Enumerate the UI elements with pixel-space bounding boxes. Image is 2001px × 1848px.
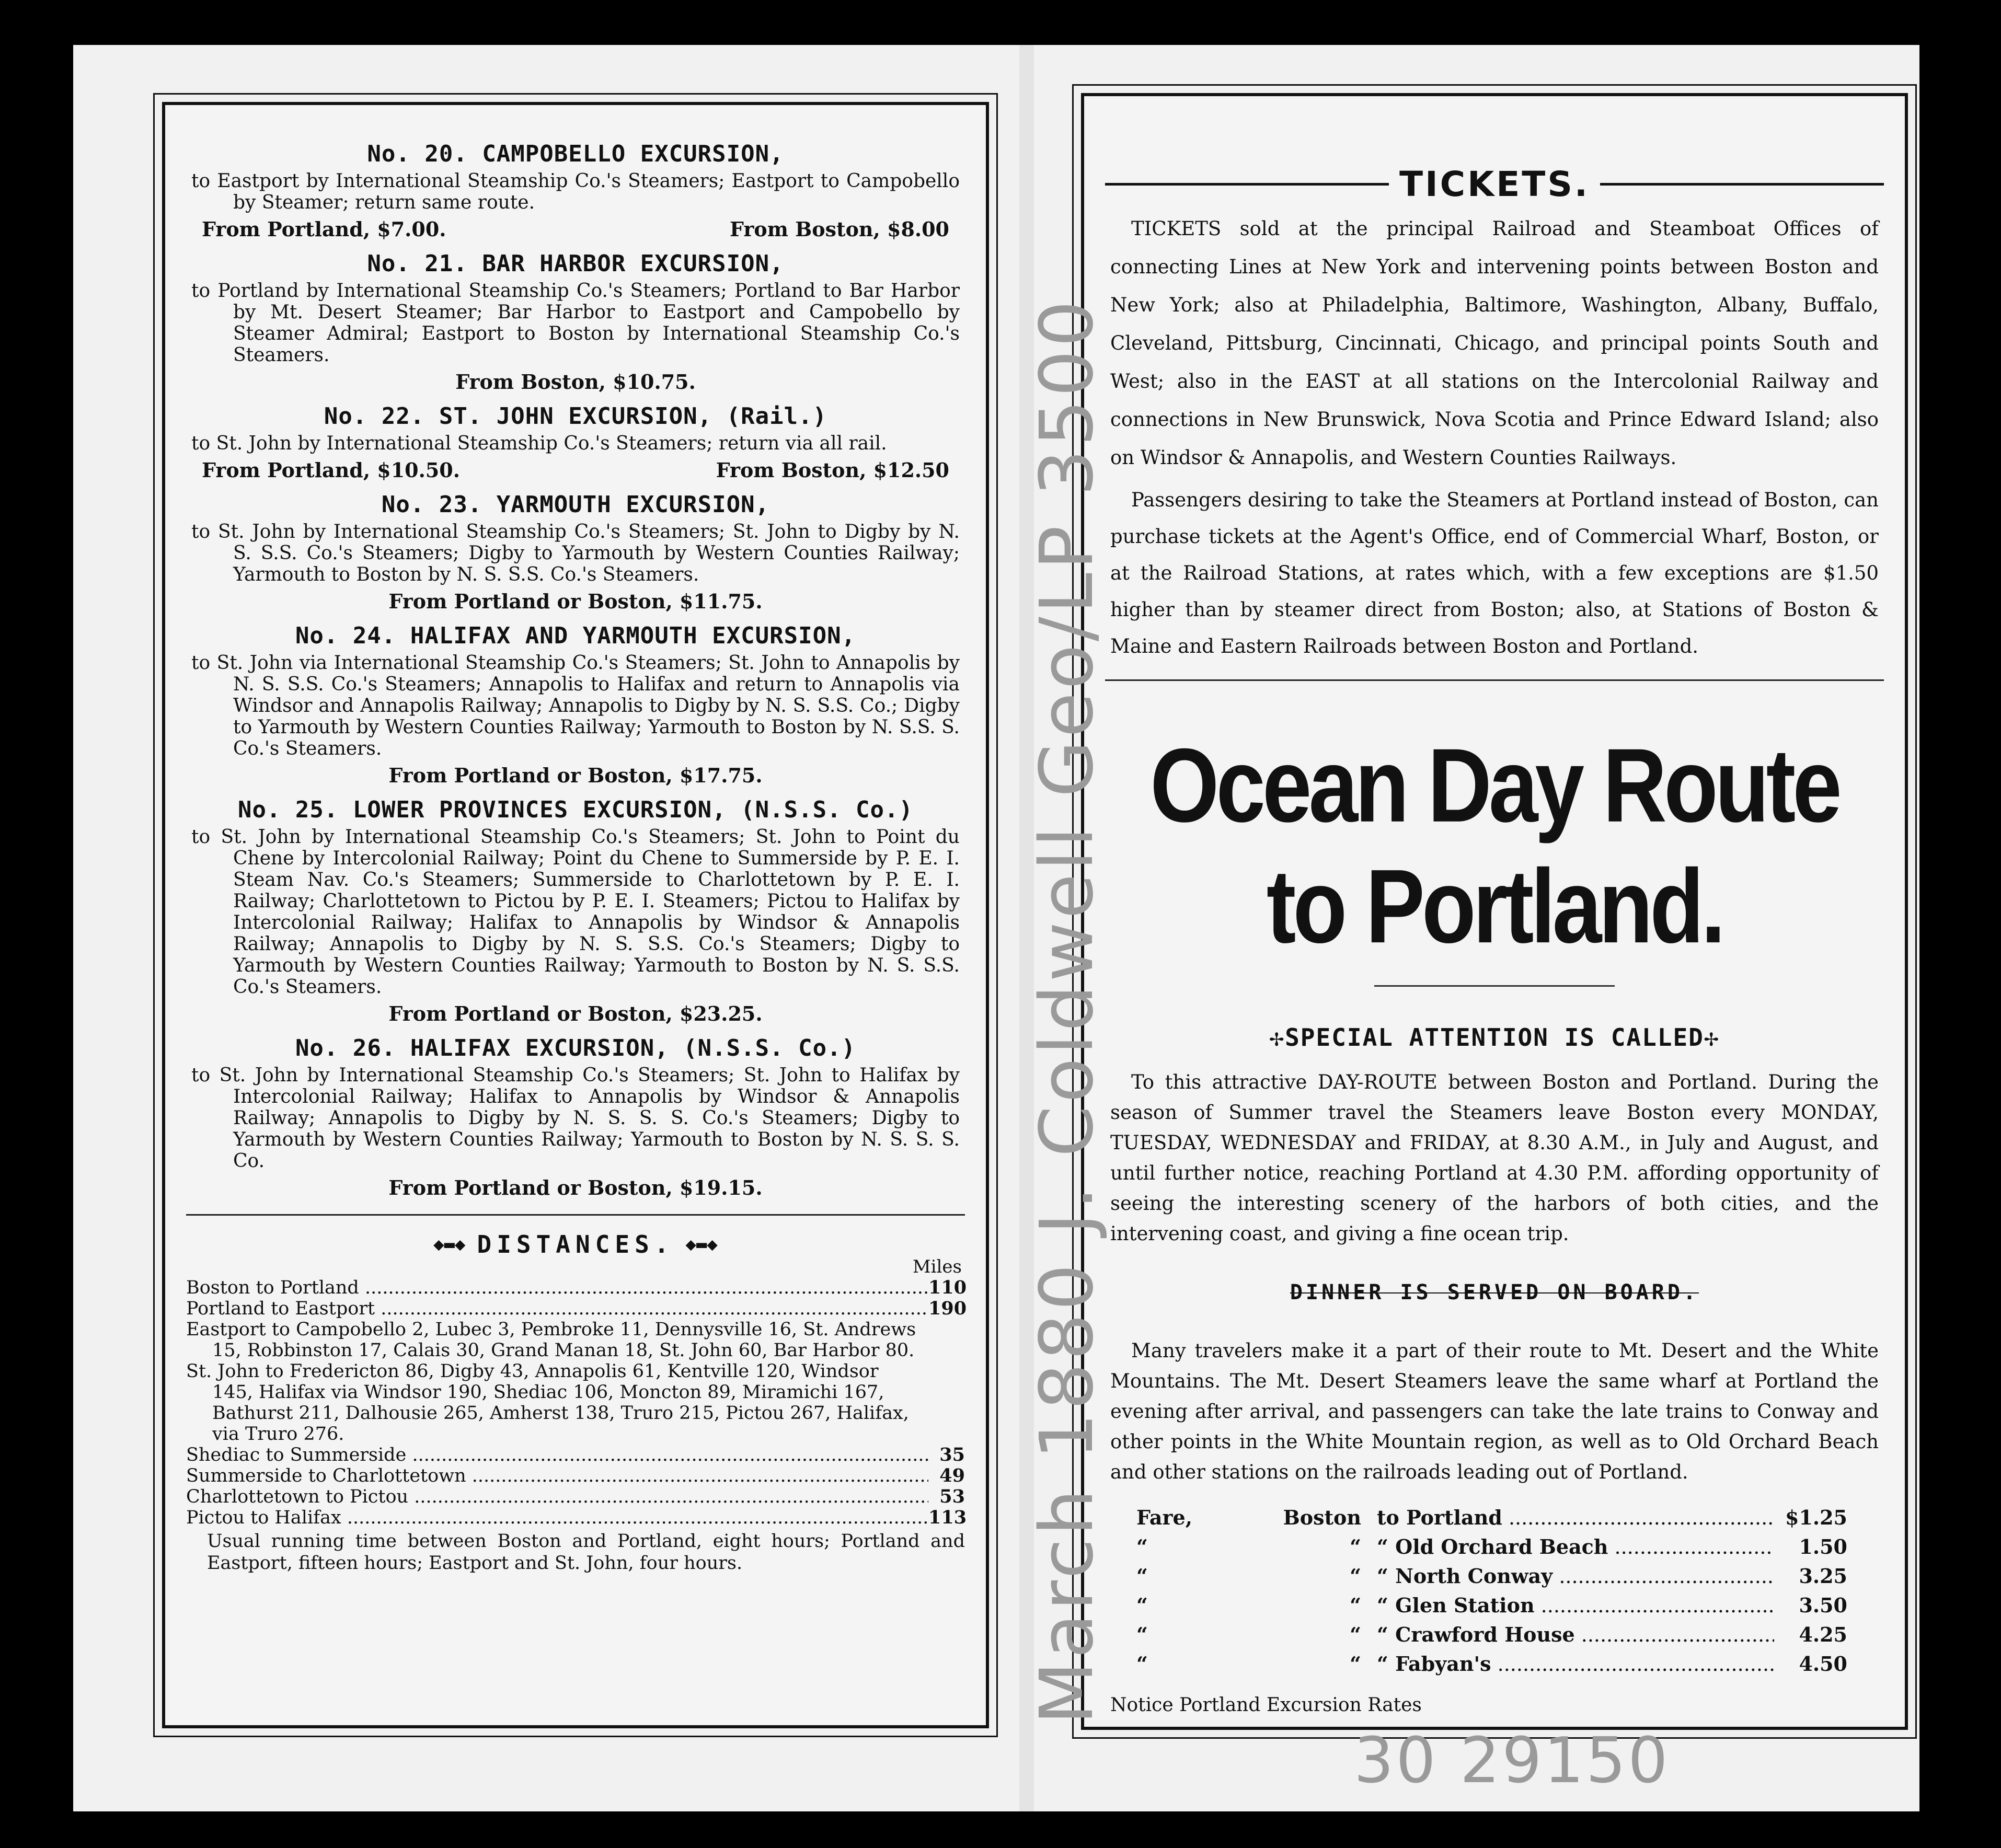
- distance-paragraph: Eastport to Campobello 2, Lubec 3, Pembroke 11, Dennysville 16, St. Andrews 15, Robbinston 17, Calais 30, Grand Manan 18, St. John 60, Bar Harbor 80.: [186, 1319, 916, 1361]
- distance-label: Boston to Portland .....: [186, 1277, 928, 1298]
- excursion-description: to St. John via International Steamship Co.'s Steamers; St. John to Annapolis by N. S. S.S. Co.'s Steamers; Annapolis to Halifax and return to Annapolis via Windsor and Annapolis Railway; Annapolis to Digby by N. S. S.S. Co.; Digby to Yarmouth by Western Counties Railway; Yarmouth to Boston by N. S.S. S. Co.'s Steamers.: [191, 652, 960, 759]
- excursion-description: to Eastport by International Steamship Co.'s Steamers; Eastport to Campobello by Steamer; return same route.: [191, 170, 960, 213]
- fare-price: $1.25: [1785, 1506, 1847, 1529]
- excursion-title: No. 24. HALIFAX AND YARMOUTH EXCURSION,: [295, 622, 856, 649]
- section-divider: [186, 1214, 965, 1216]
- excursion-description: to Portland by International Steamship Co.'s Steamers; Portland to Bar Harbor by Mt. Desert Steamer; Bar Harbor to Eastport and Campobello by Steamer Admiral; Eastport to Boston by International Steamship Co.'s Steamers.: [191, 280, 960, 366]
- excursion-26: [186, 1035, 965, 1199]
- excursion-fare: From Portland or Boston, $17.75.: [388, 764, 763, 787]
- heading-rule: [1105, 183, 1389, 186]
- ditto-mark: “: [1350, 1535, 1361, 1558]
- fare-row: [1136, 1620, 1847, 1649]
- distance-value: 53: [939, 1486, 965, 1507]
- ditto-mark: “: [1136, 1564, 1148, 1588]
- excursion-20: [186, 141, 965, 241]
- ditto-mark: “: [1350, 1623, 1361, 1646]
- fare-destination: “ North Conway .....: [1377, 1562, 1774, 1591]
- fare-destination: “ Crawford House .....: [1377, 1620, 1774, 1649]
- ornament-icon: ◆▬◆: [685, 1234, 718, 1255]
- fare-row: [1136, 1562, 1847, 1591]
- distance-row: [186, 1277, 965, 1298]
- distance-paragraph: St. John to Fredericton 86, Digby 43, Annapolis 61, Kentville 120, Windsor 145, Halifax via Windsor 190, Shediac 106, Moncton 89, Miramichi 167, Bathurst 211, Dalhousie 265, Amherst 138, Truro 215, Pictou 267, Halifax, via Truro 276.: [186, 1361, 909, 1445]
- ocean-route-title: Ocean Day Route to Portland.: [1150, 727, 1839, 965]
- ditto-mark: “: [1136, 1593, 1148, 1617]
- excursion-description: to St. John by International Steamship Co.'s Steamers; return via all rail.: [191, 433, 887, 454]
- distances-heading: [186, 1230, 965, 1258]
- fare-price: 1.50: [1799, 1535, 1847, 1558]
- excursion-fare: From Portland or Boston, $11.75.: [388, 590, 763, 613]
- distance-label: Portland to Eastport .....: [186, 1298, 928, 1319]
- distance-row: [186, 1298, 965, 1319]
- tickets-content: [1105, 122, 1884, 1716]
- tickets-paragraph: TICKETS sold at the principal Railroad and Steamboat Offices of connecting Lines at New York and intervening points between Boston and New York; also at Philadelphia, Baltimore, Washington, Albany, Buffalo, Cleveland, Pittsburg, Cincinnati, Chicago, and principal points South and West; also in the EAST at all stations on the Intercolonial Railway and connections in New Brunswick, Nova Scotia and Prince Edward Island; also on Windsor & Annapolis, and Western Counties Railways.: [1110, 217, 1879, 469]
- fare-origin: Boston: [1283, 1506, 1361, 1529]
- travel-paragraph: Many travelers make it a part of their route to Mt. Desert and the White Mountains. The Mt. Desert Steamers leave the same wharf at Portland the evening after arrival, and passengers can take the late trains to Conway and other points in the White Mountain region, as well as to Old Orchard Beach and other stations on the railroads leading out of Portland.: [1110, 1339, 1879, 1483]
- fare-prefix: [1136, 1649, 1377, 1679]
- fare-from-portland: From Portland, $7.00.: [202, 217, 446, 241]
- distances-title: DISTANCES.: [477, 1230, 674, 1258]
- ditto-mark: “: [1136, 1652, 1148, 1676]
- tickets-panel: [1081, 93, 1908, 1730]
- ditto-mark: “: [1136, 1535, 1148, 1558]
- ornament-icon: ◆▬◆: [433, 1234, 466, 1255]
- excursion-title: No. 23. YARMOUTH EXCURSION,: [381, 491, 770, 518]
- excursion-description: to St. John by International Steamship Co.'s Steamers; St. John to Point du Chene by Intercolonial Railway; Point du Chene to Summerside by P. E. I. Steam Nav. Co.'s Steamers; Summerside to Charlottetown by P. E. I. Railway; Charlottetown to Pictou by P. E. I. Steamers; Pictou to Halifax by Intercolonial Railway; Halifax to Annapolis by Windsor & Annapolis Railway; Annapolis to Digby by N. S. S.S. Co.'s Steamers; Digby to Yarmouth by Western Counties Railway; Yarmouth to Boston by N. S. S.S. Co.'s Steamers.: [191, 826, 960, 998]
- distance-row: [186, 1465, 965, 1486]
- distance-value: 35: [939, 1444, 965, 1465]
- fare-prefix: [1136, 1620, 1377, 1649]
- excursion-description: to St. John by International Steamship Co.'s Steamers; St. John to Halifax by Intercolonial Railway; Halifax to Annapolis by Windsor & Annapolis Railway; Annapolis to Digby by N. S. S. S. Co.'s Steamers; Digby to Yarmouth by Western Counties Railway; Yarmouth to Boston by N. S. S. S. Co.: [191, 1065, 960, 1172]
- fare-from-boston: From Boston, $12.50: [716, 458, 949, 482]
- miles-column-label: Miles: [912, 1256, 962, 1277]
- ditto-mark: “: [1350, 1593, 1361, 1617]
- excursion-title: No. 21. BAR HARBOR EXCURSION,: [367, 250, 784, 277]
- running-time-note: Usual running time between Boston and Portland, eight hours; Portland and Eastport, fifteen hours; Eastport and St. John, four hours.: [207, 1531, 965, 1574]
- ditto-mark: “: [1136, 1623, 1148, 1646]
- ditto-mark: “: [1350, 1564, 1361, 1588]
- excursion-description: to St. John by International Steamship Co.'s Steamers; St. John to Digby by N. S. S.S. Co.'s Steamers; Digby to Yarmouth by Western Counties Railway; Yarmouth to Boston by N. S. S.S. Co.'s Steamers.: [191, 521, 960, 585]
- excursion-fare: From Boston, $10.75.: [455, 370, 696, 394]
- heading-rule: [1600, 183, 1884, 186]
- distance-value: 110: [928, 1277, 967, 1298]
- section-divider: [1105, 679, 1884, 681]
- excursions-content: [186, 131, 965, 1704]
- excursion-22: [186, 403, 965, 482]
- distance-label: Charlottetown to Pictou .....: [186, 1486, 928, 1507]
- tickets-title: TICKETS.: [1399, 164, 1590, 204]
- excursion-title: No. 26. HALIFAX EXCURSION, (N.S.S. Co.): [295, 1035, 856, 1061]
- fare-price: 4.25: [1799, 1623, 1847, 1646]
- handwritten-catalog-number: 30 29150: [1354, 1725, 1670, 1797]
- fare-destination: “ Old Orchard Beach .....: [1377, 1532, 1774, 1562]
- excursion-fare: From Portland or Boston, $19.15.: [388, 1176, 763, 1199]
- fare-destination: “ Fabyan's .....: [1377, 1649, 1774, 1679]
- excursion-title: No. 20. CAMPOBELLO EXCURSION,: [367, 141, 784, 167]
- excursion-title: No. 25. LOWER PROVINCES EXCURSION, (N.S.S. Co.): [237, 796, 914, 823]
- excursion-rates-notice: Notice Portland Excursion Rates: [1110, 1694, 1422, 1716]
- fare-price: 4.50: [1799, 1652, 1847, 1676]
- excursion-24: [186, 622, 965, 787]
- excursions-panel: [162, 102, 989, 1728]
- distance-label: Pictou to Halifax .....: [186, 1507, 928, 1528]
- ditto-mark: “: [1350, 1652, 1361, 1676]
- fare-row: [1136, 1532, 1847, 1562]
- tickets-heading: [1105, 164, 1884, 204]
- excursion-23: [186, 491, 965, 613]
- distance-value: 190: [928, 1298, 967, 1319]
- fare-price: 3.25: [1799, 1564, 1847, 1588]
- distance-label: Summerside to Charlottetown .....: [186, 1465, 928, 1486]
- distance-row: [186, 1445, 965, 1465]
- fare-price: 3.50: [1799, 1593, 1847, 1617]
- short-divider: [1374, 985, 1615, 987]
- fare-destination: to Portland .....: [1377, 1503, 1774, 1532]
- excursion-title: No. 22. ST. JOHN EXCURSION, (Rail.): [324, 403, 827, 430]
- distance-label: Shediac to Summerside .....: [186, 1445, 928, 1465]
- excursion-25: [186, 796, 965, 1025]
- special-paragraph: To this attractive DAY-ROUTE between Boston and Portland. During the season of Summer travel the Steamers leave Boston every MONDAY, TUESDAY, WEDNESDAY and FRIDAY, at 8.30 A.M., in July and August, and until further notice, reaching Portland at 4.30 P.M. affording opportunity of seeing the interesting scenery of the harbors of both cities, and the intervening coast, and giving a fine ocean trip.: [1110, 1071, 1879, 1245]
- special-attention-heading: ✢SPECIAL ATTENTION IS CALLED✢: [1269, 1023, 1720, 1052]
- excursion-21: [186, 250, 965, 394]
- fare-from-boston: From Boston, $8.00: [730, 217, 949, 241]
- fare-prefix: [1136, 1562, 1377, 1591]
- distances-section: [186, 1230, 965, 1574]
- dinner-notice: DINNER IS SERVED ON BOARD.: [1290, 1280, 1699, 1304]
- distance-value: 113: [928, 1507, 967, 1528]
- fare-from-portland: From Portland, $10.50.: [202, 458, 460, 482]
- excursion-fares: [202, 217, 949, 241]
- fare-row: [1136, 1503, 1847, 1532]
- handwritten-annotation: March 1880 J. Coldwell Geo/LP 3500: [1025, 297, 1110, 1725]
- excursion-fares: [202, 458, 949, 482]
- fare-table: [1136, 1503, 1847, 1679]
- distance-row: [186, 1486, 965, 1507]
- fare-row: [1136, 1649, 1847, 1679]
- passengers-paragraph: Passengers desiring to take the Steamers at Portland instead of Boston, can purchase tickets at the Agent's Office, end of Commercial Wharf, Boston, or at the Railroad Stations, at rates which, with a few exceptions are $1.50 higher than by steamer direct from Boston; also, at Stations of Boston & Maine and Eastern Railroads between Boston and Portland.: [1110, 489, 1879, 657]
- fare-label: Fare,: [1136, 1506, 1192, 1529]
- distance-row: [186, 1507, 965, 1528]
- fare-prefix: [1136, 1532, 1377, 1562]
- excursion-fare: From Portland or Boston, $23.25.: [388, 1002, 763, 1025]
- fare-prefix: [1136, 1591, 1377, 1620]
- fare-destination: “ Glen Station .....: [1377, 1591, 1774, 1620]
- distance-value: 49: [939, 1465, 965, 1486]
- fare-row: [1136, 1591, 1847, 1620]
- fare-prefix: [1136, 1503, 1377, 1532]
